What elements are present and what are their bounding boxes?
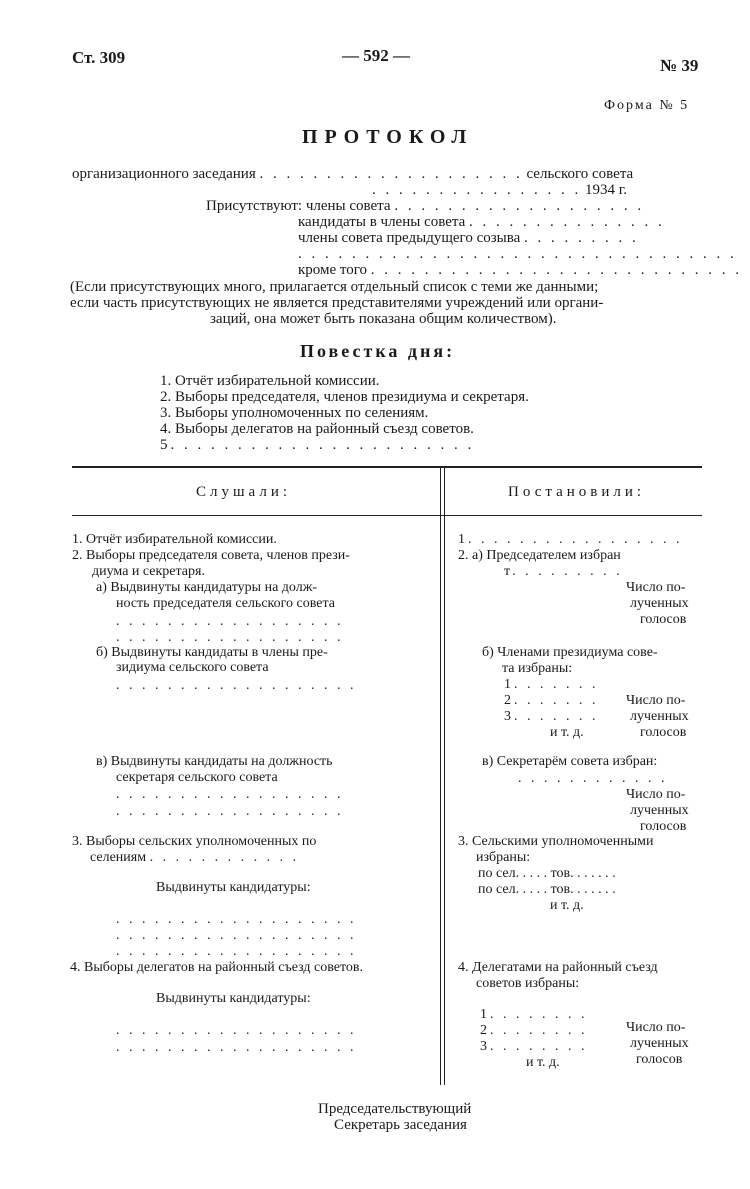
heard-item-2b-line-2: зидиума сельского совета bbox=[116, 660, 269, 675]
votes-2b-line-2: лученных bbox=[630, 709, 689, 724]
heard-item-1: 1. Отчёт избирательной комиссии. bbox=[72, 532, 277, 547]
heard-item-2a-line-2: ность председателя сельского совета bbox=[116, 596, 335, 611]
note-line-3: заций, она может быть показана общим количеством). bbox=[210, 311, 557, 327]
heard-item-2a-line-1: а) Выдвинуты кандидатуры на долж- bbox=[96, 580, 318, 595]
present-label: Присутствуют: bbox=[206, 198, 303, 214]
intro-end: сельского совета bbox=[526, 166, 634, 182]
resolved-item-2b-line-1: б) Членами президиума сове- bbox=[482, 645, 658, 660]
delegates-list-3: 3. . . . . . . . bbox=[480, 1039, 588, 1054]
note-line-1: (Если присутствующих много, прилагается отдельный список с теми же данными; bbox=[70, 279, 599, 295]
resolved-item-4-line-2: советов избраны: bbox=[476, 976, 580, 991]
settlement-row-1: по сел. . . . . тов. . . . . . . bbox=[478, 866, 616, 881]
previous-dots: . . . . . . . . . bbox=[524, 230, 639, 246]
heard-item-2c-line-2: секретаря сельского совета bbox=[116, 770, 278, 785]
column-divider-a bbox=[440, 467, 441, 1085]
resolved-item-3-line-2: избраны: bbox=[476, 850, 531, 865]
date-dots: . . . . . . . . . . . . . . . . bbox=[372, 182, 582, 198]
heard-3-dots-3: . . . . . . . . . . . . . . . . . . . bbox=[116, 944, 357, 959]
agenda-item-2: 2. Выборы председателя, членов президиума и секретаря. bbox=[160, 389, 529, 405]
heard-2b-dots: . . . . . . . . . . . . . . . . . . . bbox=[116, 678, 357, 693]
resolved-item-2a: 2. а) Председателем избран bbox=[458, 548, 621, 563]
page-number: — 592 — bbox=[342, 46, 410, 65]
column-divider-b bbox=[444, 467, 445, 1085]
heard-item-3-dots: . . . . . . . . . . . . bbox=[149, 850, 300, 865]
heard-4-dots-2: . . . . . . . . . . . . . . . . . . . bbox=[116, 1040, 357, 1055]
heard-2c-dots-2: . . . . . . . . . . . . . . . . . . bbox=[116, 804, 344, 819]
presidium-list-3: 3. . . . . . . bbox=[504, 709, 599, 724]
present-candidates bbox=[298, 214, 665, 231]
table-top-rule bbox=[72, 466, 702, 468]
besides-dots: . . . . . . . . . . . . . . . . . . . . . . . . . . . . bbox=[370, 262, 743, 278]
intro-line-1 bbox=[72, 166, 633, 183]
resolved-item-1: 1. . . . . . . . . . . . . . . . . bbox=[458, 532, 683, 547]
settlement-row-2: по сел. . . . . тов. . . . . . . bbox=[478, 882, 616, 897]
issue-number: № 39 bbox=[660, 56, 699, 75]
votes-2b-line-3: голосов bbox=[640, 725, 687, 740]
delegates-list-2: 2. . . . . . . . bbox=[480, 1023, 588, 1038]
heard-item-2-line-2: диума и секретаря. bbox=[92, 564, 205, 579]
heard-item-3-text: селениям bbox=[90, 850, 147, 865]
heard-item-2c-line-1: в) Выдвинуты кандидаты на должность bbox=[96, 754, 333, 769]
heard-4-dots-1: . . . . . . . . . . . . . . . . . . . bbox=[116, 1023, 357, 1038]
date-year: 1934 г. bbox=[585, 182, 627, 198]
heard-2a-dots-2: . . . . . . . . . . . . . . . . . . bbox=[116, 630, 344, 645]
resolved-2a-name-dots: т. . . . . . . . . bbox=[504, 564, 623, 579]
resolved-item-4-line-1: 4. Делегатами на районный съезд bbox=[458, 960, 658, 975]
heard-item-4: 4. Выборы делегатов на районный съезд советов. bbox=[70, 960, 363, 975]
presidium-etc: и т. д. bbox=[550, 725, 584, 740]
document-title: ПРОТОКОЛ bbox=[302, 126, 474, 148]
heard-3-dots-2: . . . . . . . . . . . . . . . . . . . bbox=[116, 928, 357, 943]
delegates-etc: и т. д. bbox=[526, 1055, 560, 1070]
note-line-2: если часть присутствующих не является представителями учреждений или органи- bbox=[70, 295, 604, 311]
heard-item-2-line-1: 2. Выборы председателя совета, членов прези- bbox=[72, 548, 350, 563]
heard-4-nominated: Выдвинуты кандидатуры: bbox=[156, 991, 311, 1006]
agenda-item-3: 3. Выборы уполномоченных по селениям. bbox=[160, 405, 429, 421]
votes-4-line-3: голосов bbox=[636, 1052, 683, 1067]
resolved-item-2c: в) Секретарём совета избран: bbox=[482, 754, 658, 769]
votes-2c-line-3: голосов bbox=[640, 819, 687, 834]
votes-2a-line-2: лученных bbox=[630, 596, 689, 611]
candidates-dots: . . . . . . . . . . . . . . . bbox=[469, 214, 665, 230]
heard-item-2b-line-1: б) Выдвинуты кандидаты в члены пре- bbox=[96, 645, 328, 660]
heard-item-3-line-2 bbox=[90, 850, 299, 866]
resolved-item-2b-line-2: та избраны: bbox=[502, 661, 573, 676]
delegates-list-1: 1. . . . . . . . bbox=[480, 1007, 588, 1022]
besides-label: кроме того bbox=[298, 262, 368, 278]
present-besides bbox=[298, 262, 742, 279]
votes-2a-line-1: Число по- bbox=[626, 580, 686, 595]
form-number: Форма № 5 bbox=[604, 98, 690, 113]
settlement-etc: и т. д. bbox=[550, 898, 584, 913]
chair-signature-label: Председательствующий bbox=[318, 1101, 472, 1117]
present-blank-dots: . . . . . . . . . . . . . . . . . . . . . . . . . . . . . . . . . bbox=[298, 246, 737, 262]
present-previous bbox=[298, 230, 639, 247]
votes-2c-line-2: лученных bbox=[630, 803, 689, 818]
intro-dots: . . . . . . . . . . . . . . . . . . . . bbox=[259, 166, 523, 182]
votes-2a-line-3: голосов bbox=[640, 612, 687, 627]
heard-item-3-line-1: 3. Выборы сельских уполномоченных по bbox=[72, 834, 317, 849]
agenda-item-5: 5. . . . . . . . . . . . . . . . . . . . . . . bbox=[160, 437, 475, 453]
heard-3-dots-1: . . . . . . . . . . . . . . . . . . . bbox=[116, 912, 357, 927]
heard-2c-dots-1: . . . . . . . . . . . . . . . . . . bbox=[116, 787, 344, 802]
resolved-2c-dots: . . . . . . . . . . . . bbox=[518, 771, 668, 786]
resolved-item-3-line-1: 3. Сельскими уполномоченными bbox=[458, 834, 654, 849]
intro-line-2 bbox=[372, 182, 627, 199]
secretary-signature-label: Секретарь заседания bbox=[334, 1117, 467, 1133]
heard-column-title: Слушали: bbox=[196, 484, 292, 500]
present-members bbox=[206, 198, 644, 215]
heard-2a-dots-1: . . . . . . . . . . . . . . . . . . bbox=[116, 614, 344, 629]
agenda-item-4: 4. Выборы делегатов на районный съезд советов. bbox=[160, 421, 474, 437]
votes-4-line-2: лученных bbox=[630, 1036, 689, 1051]
votes-2c-line-1: Число по- bbox=[626, 787, 686, 802]
agenda-title: Повестка дня: bbox=[300, 341, 456, 361]
resolved-column-title: Постановили: bbox=[508, 484, 646, 500]
members-label: члены совета bbox=[305, 198, 391, 214]
heard-3-nominated: Выдвинуты кандидатуры: bbox=[156, 880, 311, 895]
intro-text: организационного заседания bbox=[72, 166, 256, 182]
votes-4-line-1: Число по- bbox=[626, 1020, 686, 1035]
candidates-label: кандидаты в члены совета bbox=[298, 214, 466, 230]
agenda-item-1: 1. Отчёт избирательной комиссии. bbox=[160, 373, 380, 389]
presidium-list-1: 1. . . . . . . bbox=[504, 677, 599, 692]
table-header-rule bbox=[72, 515, 702, 516]
presidium-list-2: 2. . . . . . . bbox=[504, 693, 599, 708]
members-dots: . . . . . . . . . . . . . . . . . . . bbox=[394, 198, 645, 214]
statute-number: Ст. 309 bbox=[72, 48, 126, 67]
previous-label: члены совета предыдущего созыва bbox=[298, 230, 521, 246]
votes-2b-line-1: Число по- bbox=[626, 693, 686, 708]
